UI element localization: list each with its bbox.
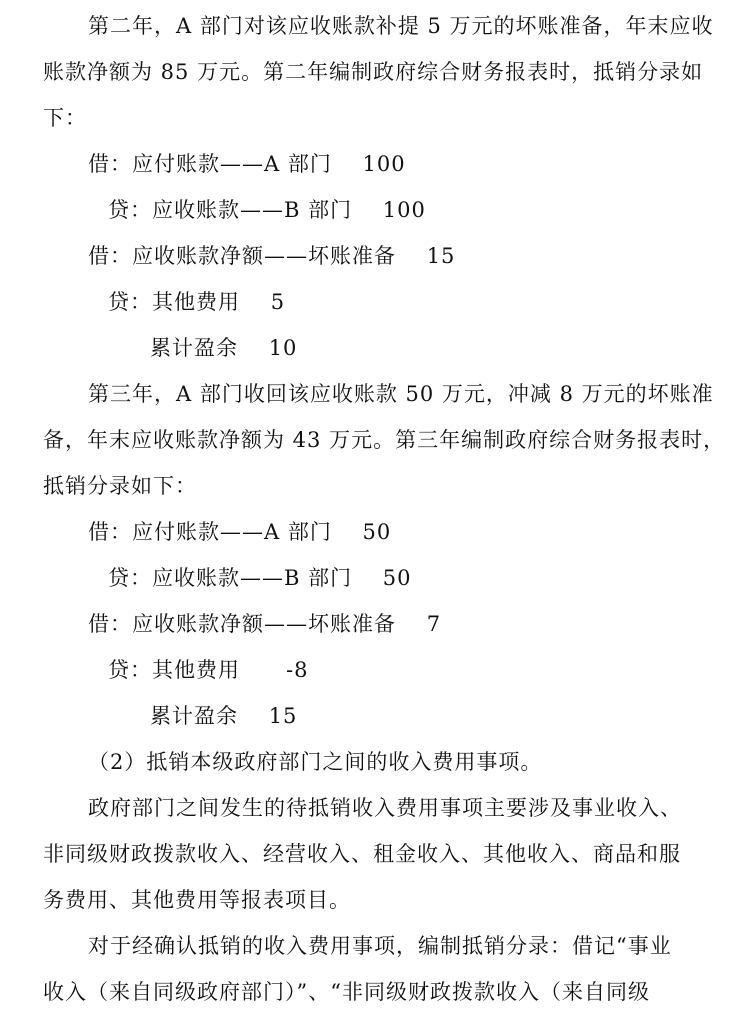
paragraph-line: 务费用、其他费用等报表项目。: [43, 888, 351, 912]
journal-entry-line: 贷：其他费用 5: [108, 290, 286, 314]
paragraph-line: 账款净额为 85 万元。第二年编制政府综合财务报表时，抵销分录如: [43, 60, 704, 84]
journal-entry-line: 累计盈余 15: [150, 704, 298, 728]
journal-entry-line: 贷：应收账款——B 部门 50: [108, 566, 412, 590]
paragraph-line: 非同级财政拨款收入、经营收入、租金收入、其他收入、商品和服: [43, 842, 681, 866]
paragraph-line: 备，年末应收账款净额为 43 万元。第三年编制政府综合财务报表时，: [43, 428, 726, 452]
paragraph-line: 抵销分录如下：: [43, 474, 197, 498]
paragraph-line: 收入（来自同级政府部门）”、“非同级财政拨款收入（来自同级: [43, 980, 650, 1004]
paragraph-line: 第三年，A 部门收回该应收账款 50 万元，冲减 8 万元的坏账准: [88, 382, 714, 406]
journal-entry-line: 借：应付账款——A 部门 100: [88, 152, 406, 176]
paragraph-line: 对于经确认抵销的收入费用事项，编制抵销分录：借记“事业: [88, 934, 672, 958]
journal-entry-line: 借：应收账款净额——坏账准备 7: [88, 612, 442, 636]
paragraph-line: 下：: [43, 106, 87, 130]
journal-entry-line: 借：应付账款——A 部门 50: [88, 520, 392, 544]
paragraph-line: 第二年，A 部门对该应收账款补提 5 万元的坏账准备，年末应收: [88, 14, 714, 38]
journal-entry-line: 贷：应收账款——B 部门 100: [108, 198, 426, 222]
section-heading: （2）抵销本级政府部门之间的收入费用事项。: [88, 750, 543, 774]
journal-entry-line: 贷：其他费用 -8: [108, 658, 309, 682]
paragraph-line: 政府部门之间发生的待抵销收入费用事项主要涉及事业收入、: [88, 796, 682, 820]
journal-entry-line: 借：应收账款净额——坏账准备 15: [88, 244, 456, 268]
journal-entry-line: 累计盈余 10: [150, 336, 298, 360]
